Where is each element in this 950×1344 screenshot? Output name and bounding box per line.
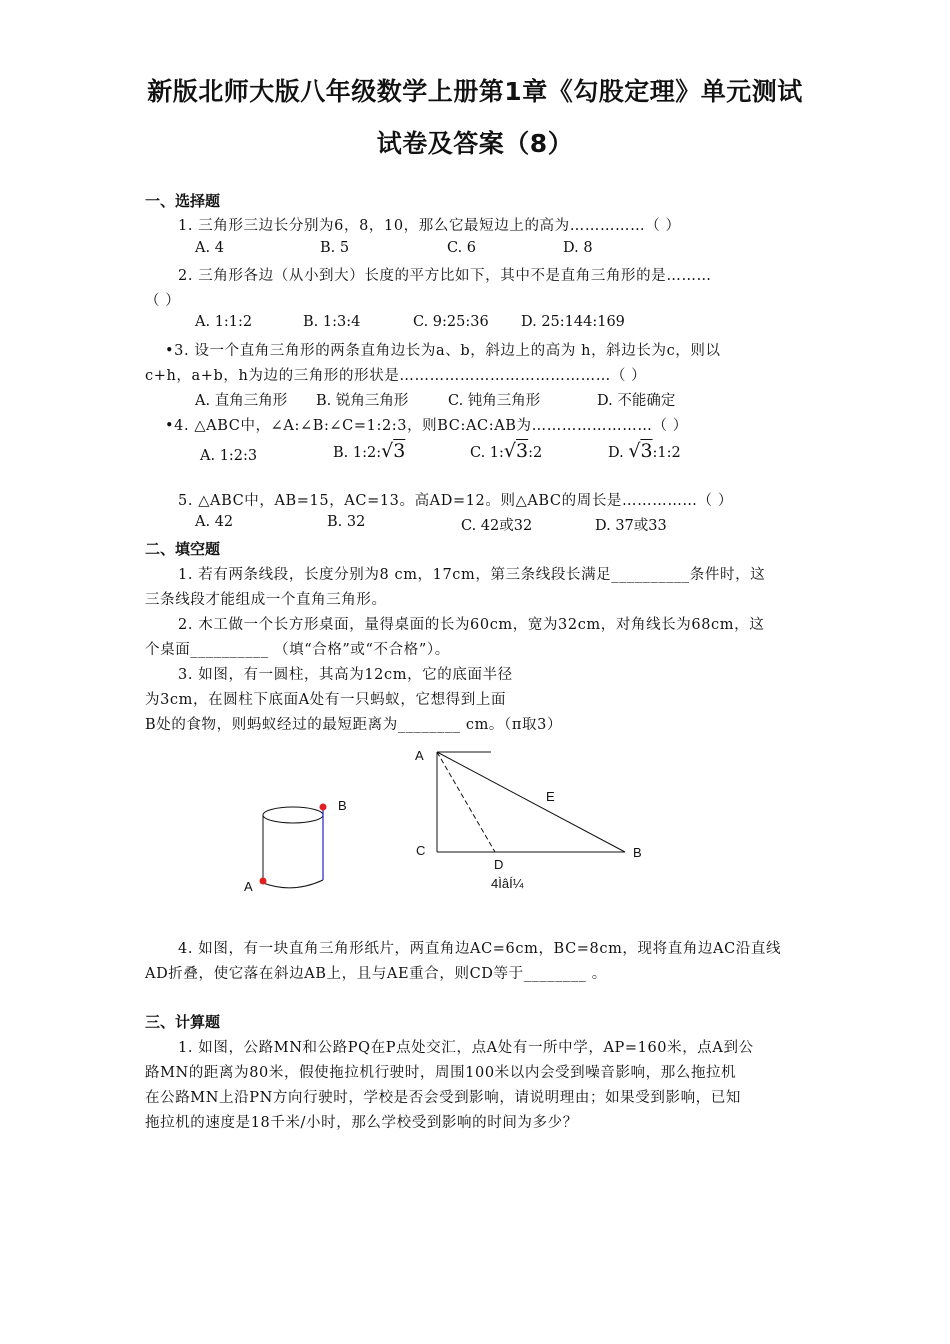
section-heading-calc: 三、计算题 bbox=[145, 1013, 221, 1031]
q1-4-option-d: D. √3:1:2 bbox=[608, 440, 681, 462]
triangle-label-a: A bbox=[415, 748, 424, 763]
question-2-3: 3. 如图，有一圆柱，其高为12cm，它的底面半径 bbox=[178, 667, 513, 683]
triangle-label-e: E bbox=[546, 789, 555, 804]
q1-2-option-a: A. 1:1:2 bbox=[195, 314, 253, 330]
q1-3-option-a: A. 直角三角形 bbox=[195, 393, 288, 409]
q1-5-option-c: C. 42或32 bbox=[461, 518, 533, 534]
segment-ab bbox=[437, 752, 625, 852]
cylinder-bottom bbox=[263, 880, 323, 888]
question-1-3: •3. 设一个直角三角形的两条直角边长为a、b，斜边上的高为 h，斜边长为c，则以 bbox=[165, 343, 721, 359]
sqrt-symbol: √3 bbox=[381, 440, 406, 462]
question-3-1: 1. 如图，公路MN和公路PQ在P点处交汇，点A处有一所中学，AP=160米，点A到公 bbox=[178, 1040, 754, 1056]
q1-4-option-a: A. 1:2:3 bbox=[200, 448, 258, 464]
cylinder-label-b: B bbox=[338, 798, 347, 813]
question-2-2: 2. 木工做一个长方形桌面，量得桌面的长为60cm，宽为32cm，对角线长为68cm，这 bbox=[178, 617, 765, 633]
q1-3-option-b: B. 锐角三角形 bbox=[316, 393, 409, 409]
q1-4-option-b: B. 1:2:√3 bbox=[333, 440, 406, 462]
q1-2-option-c: C. 9:25:36 bbox=[413, 314, 489, 330]
question-2-3-cont2: B处的食物，则蚂蚁经过的最短距离为________ cm。（π取3） bbox=[145, 717, 563, 733]
question-2-2-cont: 个桌面__________ （填“合格”或“不合格”）。 bbox=[145, 642, 450, 658]
question-1-2: 2. 三角形各边（从小到大）长度的平方比如下，其中不是直角三角形的是……… bbox=[178, 268, 712, 284]
question-2-3-cont: 为3cm，在圆柱下底面A处有一只蚂蚁，它想得到上面 bbox=[145, 692, 507, 708]
q1-1-option-c: C. 6 bbox=[447, 240, 477, 256]
sqrt-symbol: √3 bbox=[503, 440, 529, 462]
cylinder-label-a: A bbox=[244, 879, 253, 894]
question-2-4: 4. 如图，有一块直角三角形纸片，两直角边AC=6cm，BC=8cm，现将直角边AC沿直线 bbox=[178, 941, 782, 957]
question-2-1: 1. 若有两条线段，长度分别为8 cm，17cm，第三条线段长满足__________条件时，这 bbox=[178, 567, 766, 583]
section-heading-fill: 二、填空题 bbox=[145, 540, 221, 558]
cylinder-top bbox=[263, 807, 323, 823]
triangle-label-b: B bbox=[633, 845, 642, 860]
q1-2-option-b: B. 1:3:4 bbox=[303, 314, 361, 330]
q1-5-option-b: B. 32 bbox=[327, 514, 366, 530]
q1-1-option-b: B. 5 bbox=[320, 240, 350, 256]
q1-5-option-a: A. 42 bbox=[195, 514, 234, 530]
page-subtitle: 试卷及答案（8） bbox=[376, 129, 574, 158]
q1-3-option-d: D. 不能确定 bbox=[597, 393, 676, 409]
question-3-1-cont3: 拖拉机的速度是18千米/小时，那么学校受到影响的时间为多少？ bbox=[145, 1115, 578, 1131]
section-heading-choice: 一、选择题 bbox=[145, 192, 221, 210]
cylinder-figure bbox=[235, 790, 375, 900]
triangle-caption: 4ÌâÍ¼ bbox=[491, 876, 524, 891]
q1-1-option-a: A. 4 bbox=[195, 240, 224, 256]
question-1-5: 5. △ABC中，AB=15，AC=13。高AD=12。则△ABC的周长是……………（ ） bbox=[178, 493, 733, 509]
q1-5-option-d: D. 37或33 bbox=[595, 518, 667, 534]
point-a-dot bbox=[260, 878, 267, 885]
q1-1-option-d: D. 8 bbox=[563, 240, 593, 256]
question-2-1-cont: 三条线段才能组成一个直角三角形。 bbox=[145, 592, 387, 608]
question-3-1-cont2: 在公路MN上沿PN方向行驶时，学校是否会受到影响，请说明理由；如果受到影响，已知 bbox=[145, 1090, 741, 1106]
question-1-2-cont: （ ） bbox=[145, 293, 181, 309]
question-2-4-cont: AD折叠，使它落在斜边AB上，且与AE重合，则CD等于________ 。 bbox=[145, 966, 607, 982]
question-3-1-cont: 路MN的距离为80米，假使拖拉机行驶时，周围100米以内会受到噪音影响，那么拖拉机 bbox=[145, 1065, 737, 1081]
triangle-label-d: D bbox=[494, 857, 504, 872]
page-title: 新版北师大版八年级数学上册第1章《勾股定理》单元测试 bbox=[147, 77, 803, 106]
triangle-label-c: C bbox=[416, 843, 426, 858]
question-1-1: 1. 三角形三边长分别为6，8，10，那么它最短边上的高为……………（ ） bbox=[178, 218, 681, 234]
question-1-4: •4. △ABC中，∠A:∠B:∠C=1:2:3，则BC:AC:AB为……………………（ ） bbox=[165, 418, 688, 434]
q1-2-option-d: D. 25:144:169 bbox=[521, 314, 625, 330]
question-1-3-cont: c+h，a+b，h为边的三角形的形状是……………………………………（ ） bbox=[145, 368, 647, 384]
point-b-dot bbox=[320, 804, 327, 811]
sqrt-symbol: √3 bbox=[628, 440, 653, 462]
triangle-figure bbox=[405, 742, 665, 897]
q1-4-option-c: C. 1:√3:2 bbox=[470, 440, 543, 462]
q1-3-option-c: C. 钝角三角形 bbox=[448, 393, 541, 409]
